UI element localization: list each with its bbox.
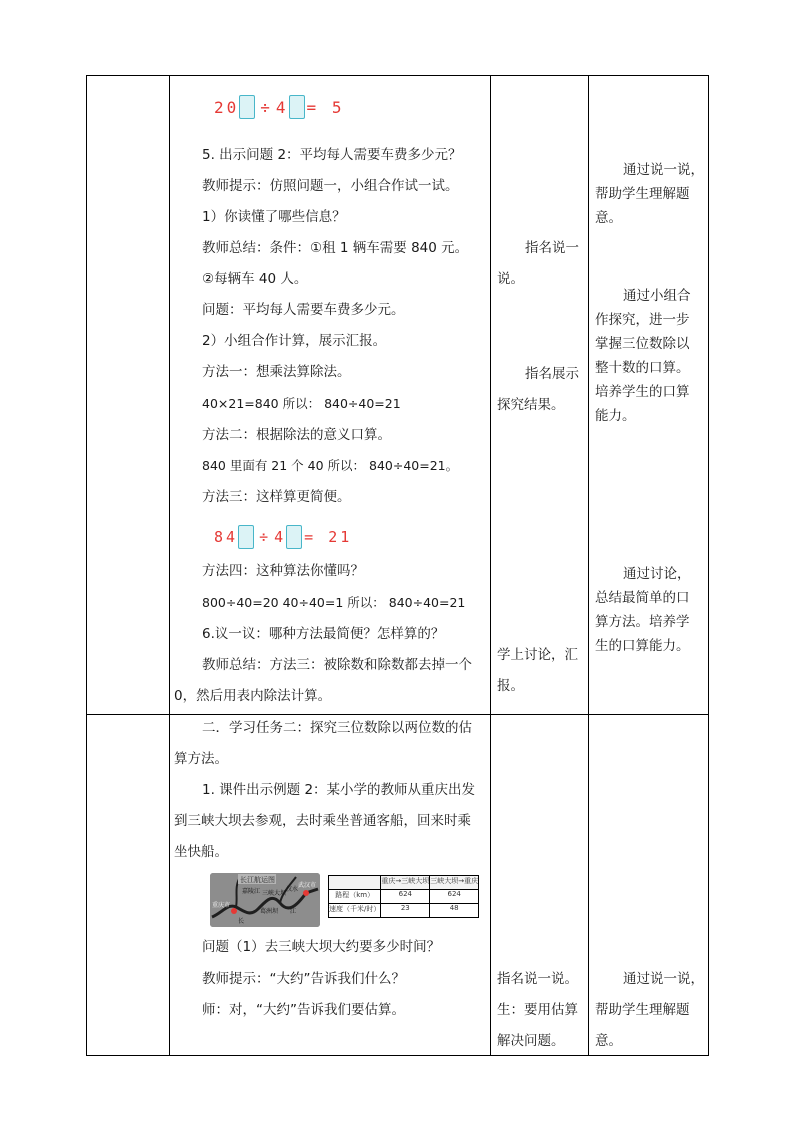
text-line: 1. 课件出示例题 2：某小学的教师从重庆出发: [202, 782, 476, 798]
text-line: 算方法。培养学: [595, 614, 690, 630]
col-stage-cell: [87, 76, 170, 715]
text-line: 方法四：这种算法你懂吗？: [202, 563, 364, 579]
text-line: 教师提示：仿照问题一，小组合作试一试。: [202, 178, 459, 194]
table-header: 重庆→三峡大坝: [381, 876, 430, 890]
map-label: 三峡大坝: [262, 890, 287, 897]
text-line: 教师提示：“大约”告诉我们什么？: [202, 971, 405, 987]
text-line: 问题：平均每人需要车费多少元。: [202, 302, 405, 318]
text-line: 教师总结：条件：①租 1 辆车需要 840 元。: [202, 240, 469, 256]
equation-20-div-4: 20 ÷ 4 = 5: [214, 94, 344, 120]
text-line: 40×21=840 所以： 840÷40=21: [202, 396, 401, 411]
design-intent-cell-2: [589, 715, 709, 1056]
equation-84-div-4: 84 ÷ 4 = 21: [214, 524, 352, 550]
text-line: 2）小组合作计算，展示汇报。: [202, 333, 387, 349]
design-intent-cell-1: [589, 76, 709, 715]
map-label: 长: [238, 918, 245, 925]
student-activity-cell-1: [491, 76, 589, 715]
text-line: 方法二：根据除法的意义口算。: [202, 427, 391, 443]
distance-speed-table: [328, 875, 479, 918]
placeholder-box: [286, 525, 302, 549]
text-line: 算方法。: [174, 751, 228, 767]
map-illustration: [210, 873, 320, 927]
teacher-activity-cell-2: [170, 715, 491, 1056]
text-line: 840 里面有 21 个 40 所以： 840÷40=21。: [202, 458, 459, 473]
teacher-activity-cell-1: [170, 76, 491, 715]
text-line: 生：要用估算: [497, 1002, 578, 1018]
text-line: 到三峡大坝去参观，去时乘坐普通客船，回来时乘: [174, 813, 471, 829]
text-line: 通过讨论，: [623, 566, 691, 582]
text-line: 5. 出示问题 2：平均每人需要车费多少元？: [202, 147, 462, 163]
text-line: 意。: [595, 1033, 622, 1049]
table-row: 路程（km） 624 624: [329, 890, 479, 904]
text-line: 学上讨论，汇: [497, 647, 578, 663]
text-line: 帮助学生理解题: [595, 186, 690, 202]
text-line: 师：对，“大约”告诉我们要估算。: [202, 1002, 405, 1018]
text-line: 指名说一说。: [497, 971, 578, 987]
map-label: 武汉市: [298, 882, 317, 889]
text-line: 作探究，进一步: [595, 312, 690, 328]
text-line: 能力。: [595, 408, 636, 424]
text-line: 指名展示: [525, 366, 579, 382]
text-line: 方法一：想乘法算除法。: [202, 364, 351, 380]
yangtze-route-map: [210, 873, 320, 927]
text-line: 800÷40=20 40÷40=1 所以： 840÷40=21: [202, 595, 466, 610]
map-label: 葛洲坝: [260, 908, 279, 915]
map-label: 长江航运图: [240, 876, 275, 884]
text-line: 问题（1）去三峡大坝大约要多少时间？: [202, 939, 441, 955]
text-line: 探究结果。: [497, 397, 565, 413]
text-line: 培养学生的口算: [595, 384, 690, 400]
text-line: 二．学习任务二：探究三位数除以两位数的估: [202, 720, 472, 736]
table-row: 速度（千米/时） 23 48: [329, 904, 479, 918]
text-line: 总结最简单的口: [595, 590, 690, 606]
text-line: 生的口算能力。: [595, 638, 690, 654]
placeholder-box: [289, 95, 305, 119]
text-line: 指名说一: [525, 240, 579, 256]
text-line: 报。: [497, 678, 524, 694]
placeholder-box: [238, 525, 254, 549]
text-line: 1）你读懂了哪些信息？: [202, 209, 346, 225]
table-header: 三峡大坝→重庆: [430, 876, 479, 890]
text-line: 掌握三位数除以: [595, 336, 690, 352]
table-header: [329, 876, 381, 890]
text-line: 说。: [497, 271, 524, 287]
student-activity-cell-2: [491, 715, 589, 1056]
placeholder-box: [239, 95, 255, 119]
lesson-table: [86, 75, 709, 1056]
text-line: 意。: [595, 210, 622, 226]
text-line: 通过说一说，: [623, 162, 704, 178]
text-line: 方法三：这样算更简便。: [202, 489, 351, 505]
text-line: 6.议一议：哪种方法最简便？怎样算的？: [202, 626, 445, 642]
text-line: 整十数的口算。: [595, 360, 690, 376]
col-stage-cell: [87, 715, 170, 1056]
map-label: 重庆市: [212, 902, 231, 909]
map-label: 汉水: [286, 886, 299, 893]
map-label: 嘉陵江: [242, 888, 261, 895]
text-line: 0，然后用表内除法计算。: [174, 688, 332, 704]
text-line: 通过说一说，: [623, 971, 704, 987]
text-line: ②每辆车 40 人。: [202, 271, 308, 287]
text-line: 坐快船。: [174, 844, 228, 860]
text-line: 解决问题。: [497, 1033, 565, 1049]
text-line: 通过小组合: [623, 288, 691, 304]
map-label: 江: [290, 908, 297, 915]
text-line: 教师总结：方法三：被除数和除数都去掉一个: [202, 657, 472, 673]
text-line: 帮助学生理解题: [595, 1002, 690, 1018]
